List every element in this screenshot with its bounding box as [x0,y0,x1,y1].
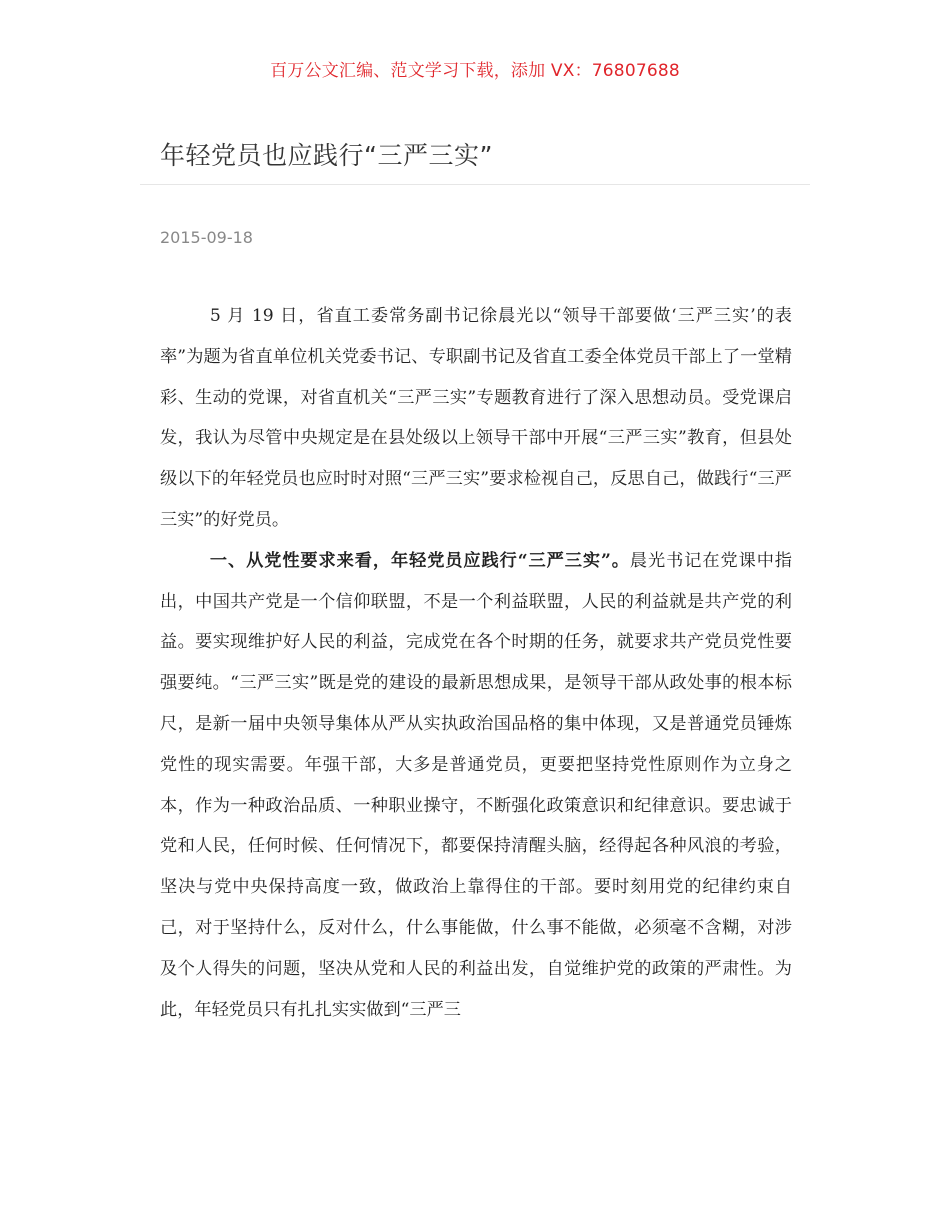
paragraph [160,541,792,1031]
paragraph [160,296,792,541]
article-body [160,296,792,1030]
promo-banner: 百万公文汇编、范文学习下载，添加 VX：76807688 [270,61,680,81]
paragraph-text: 5 月 19 日，省直工委常务副书记徐晨光以“领导干部要做‘三严三实’的表率”为题为省直单位机关党委书记、专职副书记及省直工委全体党员干部上了一堂精彩、生动的党课，对省直机关“三严三实”专题教育进行了深入思想动员。受党课启发，我认为尽管中央规定是在县处级以上领导干部中开展“三严三实”教育，但县处级以下的年轻党员也应时时对照“三严三实”要求检视自己，反思自己，做践行“三严三实”的好党员。 [160,306,792,530]
article-title: 年轻党员也应践行“三严三实” [160,141,493,170]
paragraph-lead: 一、从党性要求来看，年轻党员应践行“三严三实”。 [209,550,630,571]
publish-date: 2015-09-18 [160,228,253,247]
title-divider [140,184,810,185]
paragraph-text: 晨光书记在党课中指出，中国共产党是一个信仰联盟，不是一个利益联盟，人民的利益就是共产党的利益。要实现维护好人民的利益，完成党在各个时期的任务，就要求共产党员党性要强要纯。“三严三实”既是党的建设的最新思想成果，是领导干部从政处事的根本标尺，是新一届中央领导集体从严从实执政治国品格的集中体现，又是普通党员锤炼党性的现实需要。年强干部，大多是普通党员，更要把坚持党性原则作为立身之本，作为一种政治品质、一种职业操守，不断强化政策意识和纪律意识。要忠诚于党和人民，任何时候、任何情况下，都要保持清醒头脑，经得起各种风浪的考验，坚决与党中央保持高度一致，做政治上靠得住的干部。要时刻用党的纪律约束自己，对于坚持什么，反对什么，什么事能做，什么事不能做，必须毫不含糊，对涉及个人得失的问题，坚决从党和人民的利益出发，自觉维护党的政策的严肃性。为此，年轻党员只有扎扎实实做到“三严三 [160,550,792,1020]
